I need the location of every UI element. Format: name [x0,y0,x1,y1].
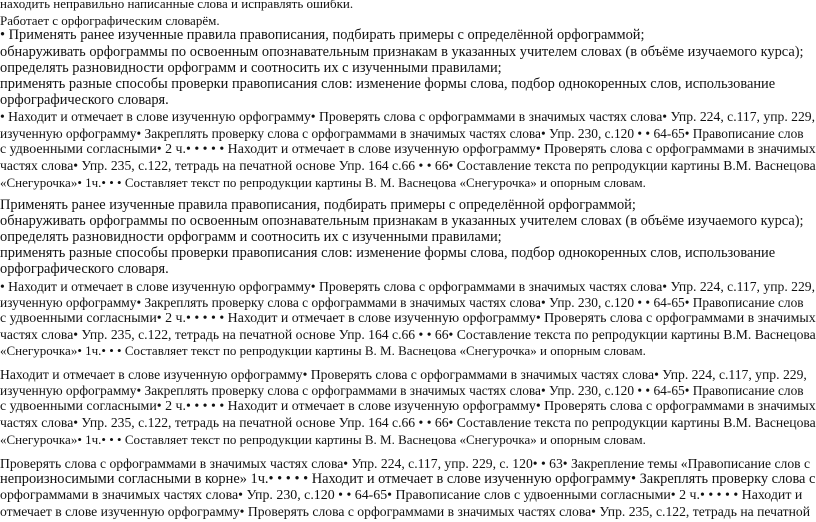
text-line: орфограммами в значимых частях слова• Упр. 230, с.120 • • 64-65• Правописание слов с удвоенными согласными• 2 ч.• • • • • Находит и [0,488,803,503]
text-line: «Снегурочка»• 1ч.• • • Составляет текст по репродукции картины В. М. Васнецова «Снегурочка» и опорным словам. [0,343,646,358]
text-line: с удвоенными согласными• 2 ч.• • • • • Находит и отмечает в слове изученную орфограмму• Проверять слова с орфограммами в значимых [0,399,816,414]
text-line: находить неправильно написанные слова и исправлять ошибки. [0,0,354,11]
text-line: Применять ранее изученные правила правописания, подбирать примеры с определённой орфограммой; [0,197,636,213]
text-line: «Снегурочка»• 1ч.• • • Составляет текст по репродукции картины В. М. Васнецова «Снегурочка» и опорным словам. [0,175,646,190]
text-line: • Находит и отмечает в слове изученную орфограмму• Проверять слова с орфограммами в значимых частях слова• Упр. 224, с.117, упр. 229, [0,109,816,124]
text-line: отмечает в слове изученную орфограмму• Проверять слова с орфограммами в значимых частях слова• Упр. 235, с.122, тетрадь на печатной [0,504,811,519]
text-line: с удвоенными согласными• 2 ч.• • • • • Находит и отмечает в слове изученную орфограмму• Проверять слова с орфограммами в значимых [0,311,816,326]
text-line: определять разновидности орфограмм и соотносить их с изученными правилами; [0,60,502,76]
text-line: непроизносимыми согласными в корне» 1ч.• • • • • Находит и отмечает в слове изученную орфограмму• Закреплять проверку слова с [0,471,816,487]
text-line: изученную орфограмму• Закреплять проверку слова с орфограммами в значимых частях слова• Упр. 230, с.120 • • 64-65• Правописание слов [0,126,804,141]
text-line: «Снегурочка»• 1ч.• • • Составляет текст по репродукции картины В. М. Васнецова «Снегурочка» и опорным словам. [0,432,646,447]
text-line: Находит и отмечает в слове изученную орфограмму• Проверять слова с орфограммами в значимых частях слова• Упр. 224, с.117, упр. 229, [0,367,807,382]
text-line: частях слова• Упр. 235, с.122, тетрадь на печатной основе Упр. 164 с.66 • • 66• Составление текста по репродукции картины В.М. Васнецова [0,415,816,430]
text-line: Проверять слова с орфограммами в значимых частях слова• Упр. 224, с.117, упр. 229, с. 120• • 63• Закрепление темы «Правописание слов с [0,456,811,471]
text-line: обнаруживать орфограммы по освоенным опознавательным признакам в указанных учителем словах (в объёме изучаемого курса); [0,44,804,60]
text-line: применять разные способы проверки правописания слов: изменение формы слова, подбор однокоренных слов, использование [0,245,776,261]
text-line: с удвоенными согласными• 2 ч.• • • • • Находит и отмечает в слове изученную орфограмму• Проверять слова с орфограммами в значимых [0,142,816,157]
text-line: • Находит и отмечает в слове изученную орфограмму• Проверять слова с орфограммами в значимых частях слова• Упр. 224, с.117, упр. 229, [0,279,816,294]
text-line: обнаруживать орфограммы по освоенным опознавательным признакам в указанных учителем словах (в объёме изучаемого курса); [0,213,804,229]
text-line: применять разные способы проверки правописания слов: изменение формы слова, подбор однокоренных слов, использование [0,76,776,92]
text-line: определять разновидности орфограмм и соотносить их с изученными правилами; [0,229,502,245]
text-line: изученную орфограмму• Закреплять проверку слова с орфограммами в значимых частях слова• Упр. 230, с.120 • • 64-65• Правописание слов [0,383,804,398]
text-line: орфографического словаря. [0,92,169,108]
text-line: частях слова• Упр. 235, с.122, тетрадь на печатной основе Упр. 164 с.66 • • 66• Составление текста по репродукции картины В.М. Васнецова [0,327,816,342]
text-line: • Применять ранее изученные правила правописания, подбирать примеры с определённой орфограммой; [0,27,645,43]
text-line: Работает с орфографическим словарём. [0,13,220,28]
text-line: орфографического словаря. [0,261,169,277]
text-line: изученную орфограмму• Закреплять проверку слова с орфограммами в значимых частях слова• Упр. 230, с.120 • • 64-65• Правописание слов [0,295,804,310]
text-line: частях слова• Упр. 235, с.122, тетрадь на печатной основе Упр. 164 с.66 • • 66• Составление текста по репродукции картины В.М. Васнецова [0,158,816,173]
